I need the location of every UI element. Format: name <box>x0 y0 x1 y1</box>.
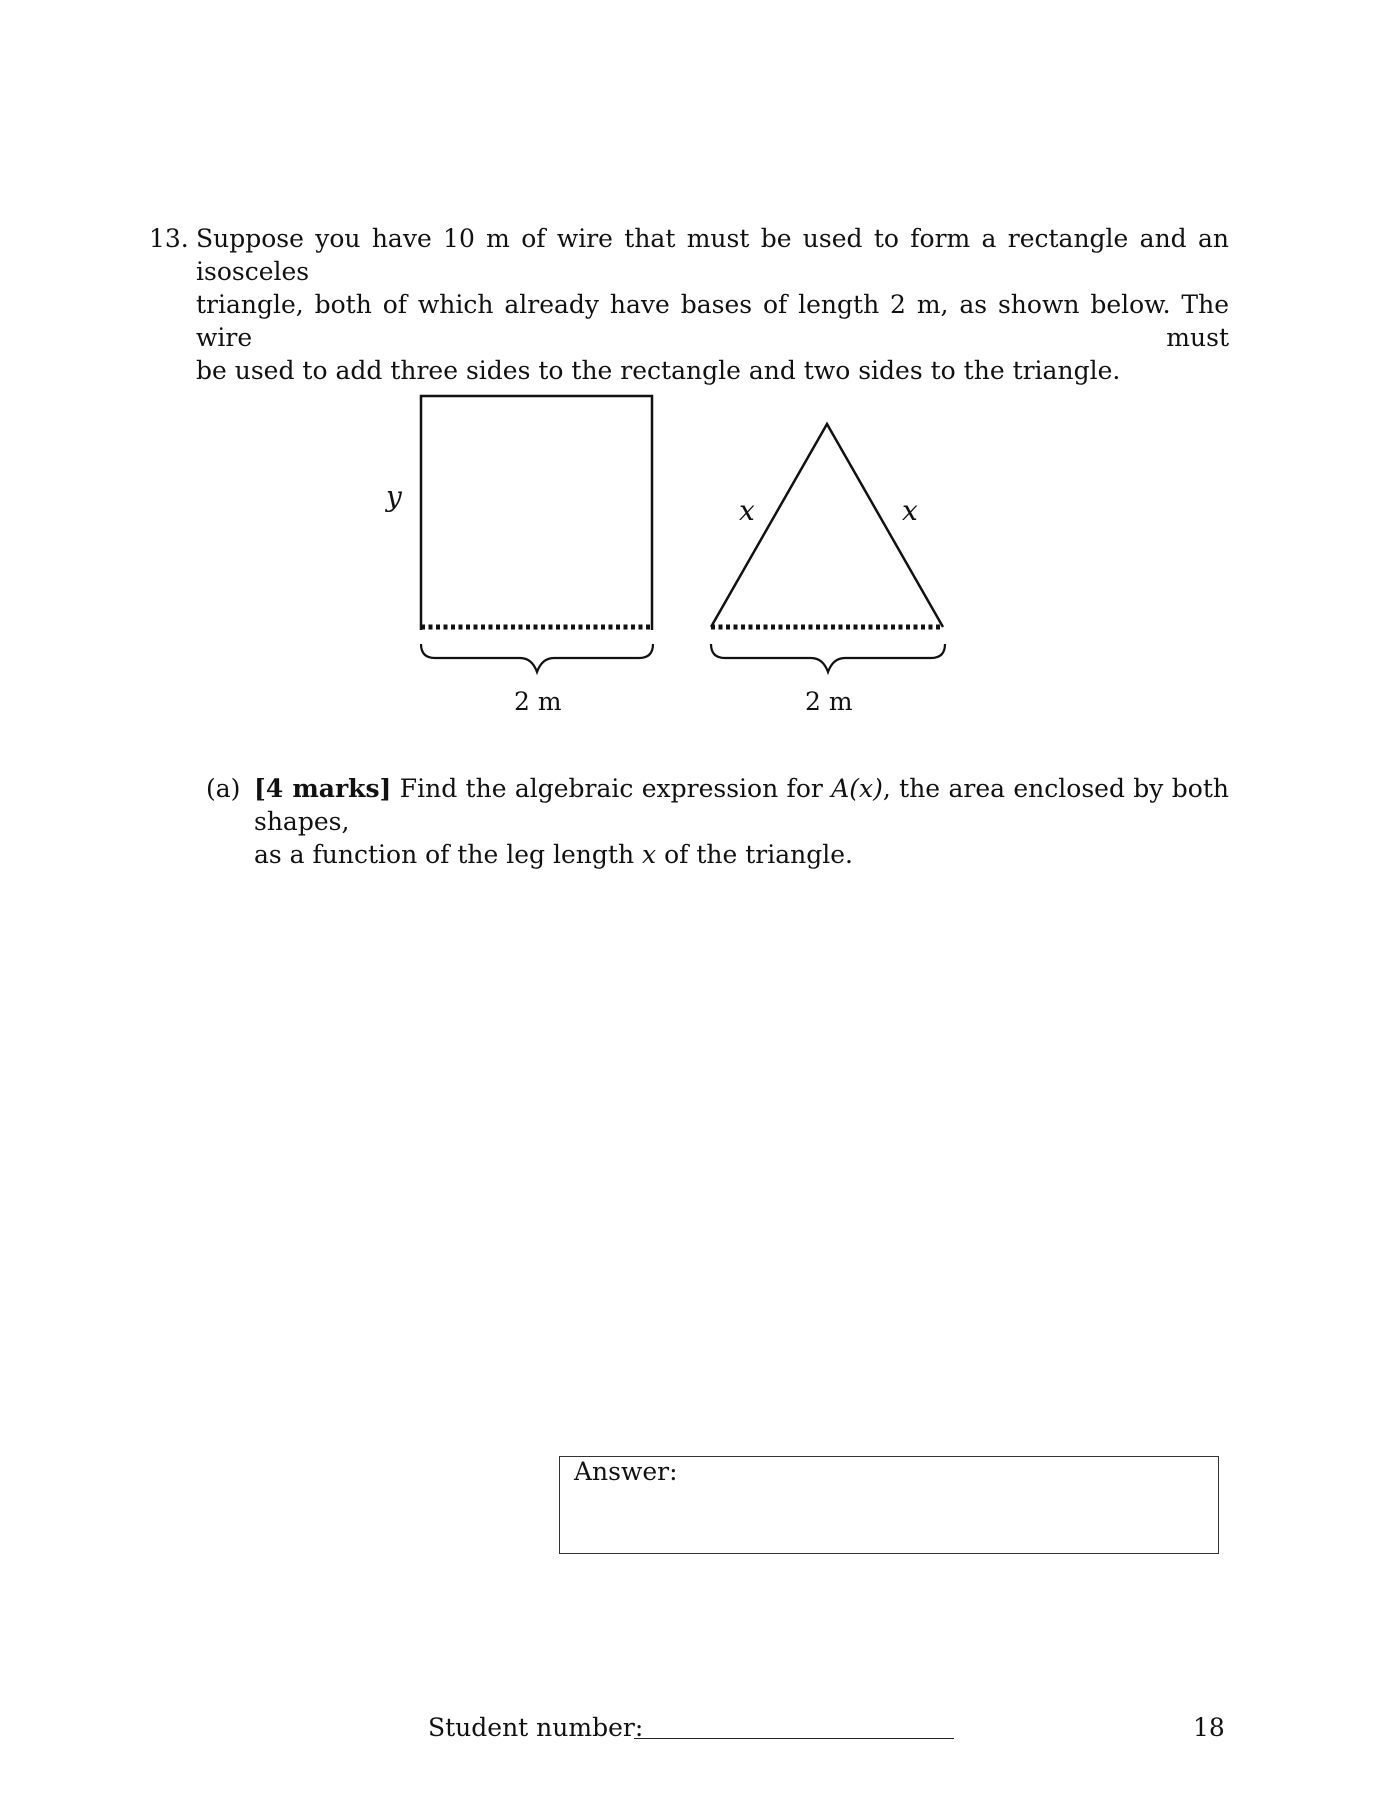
leg-variable: x <box>642 840 657 869</box>
question-line-2: triangle, both of which already have bases of length 2 m, as shown below. The wire must <box>196 290 1229 352</box>
part-a-text-1: Find the algebraic expression for <box>391 774 832 803</box>
question-number: 13. <box>149 224 189 253</box>
triangle-left-leg-label: x <box>739 494 755 527</box>
part-a-text-3: as a function of the leg length <box>254 840 643 869</box>
question-line-3: be used to add three sides to the rectangle and two sides to the triangle. <box>196 356 1121 385</box>
question-line-1: Suppose you have 10 m of wire that must be used to form a rectangle and an isosceles <box>196 224 1229 286</box>
rectangle-base-brace <box>421 644 653 672</box>
part-a-text-2: , the area enclosed by both shapes, <box>254 774 1229 836</box>
part-a-line-1 <box>254 772 1229 838</box>
student-number-field[interactable] <box>634 1738 954 1739</box>
part-a-body <box>254 772 1229 871</box>
triangle-right-leg-label: x <box>902 494 918 527</box>
answer-box[interactable] <box>559 1456 1219 1554</box>
area-function: A(x) <box>831 774 883 803</box>
rectangle-height-label: y <box>386 480 402 513</box>
triangle-base-label: 2 m <box>805 687 853 716</box>
student-number-label: Student number: <box>428 1713 644 1742</box>
part-a-text-4: of the triangle. <box>656 840 853 869</box>
triangle-base-brace <box>711 644 945 672</box>
page-number: 18 <box>1193 1713 1225 1742</box>
part-a-tag: (a) <box>206 774 241 803</box>
part-a-line-2 <box>254 838 1229 871</box>
rectangle-base-label: 2 m <box>514 687 562 716</box>
rectangle-wire-sides <box>421 396 652 630</box>
marks-label: [4 marks] <box>254 774 392 803</box>
shapes-figure <box>0 0 1389 800</box>
answer-label: Answer: <box>574 1457 678 1486</box>
